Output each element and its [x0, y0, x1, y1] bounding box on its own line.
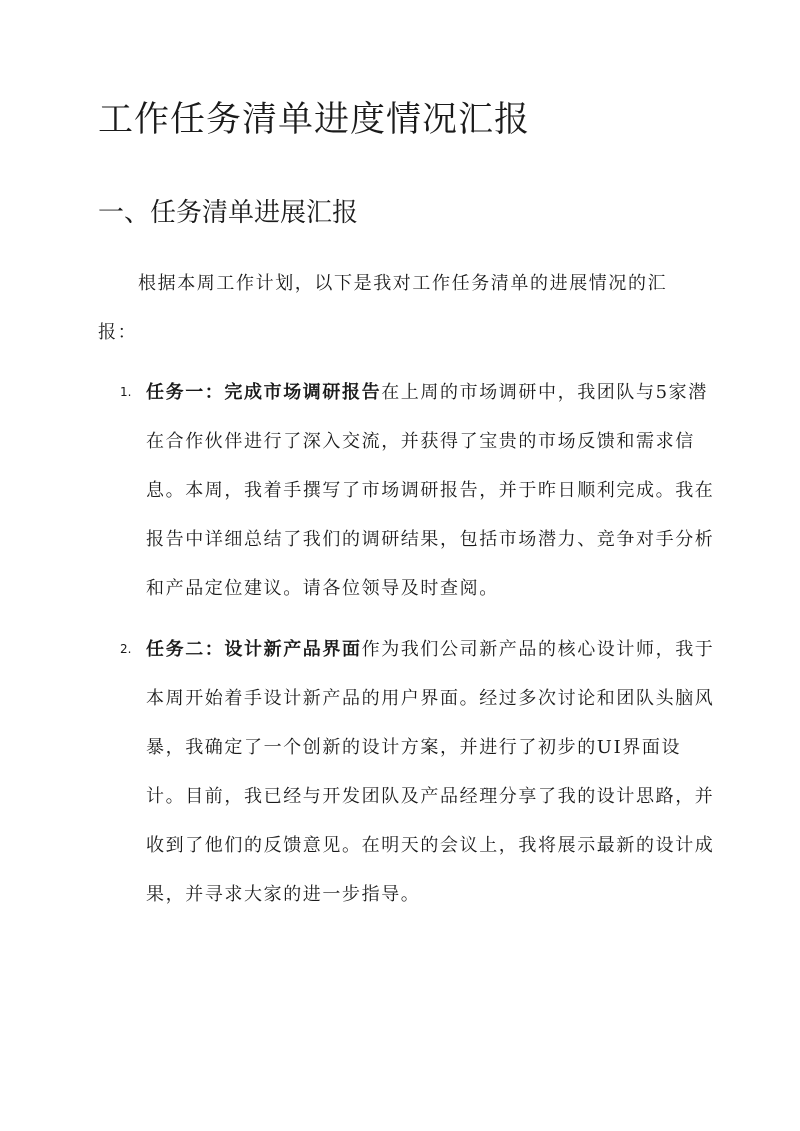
intro-paragraph: 根据本周工作计划，以下是我对工作任务清单的进展情况的汇报：: [98, 273, 668, 343]
task-label: 任务二：设计新产品界面: [146, 639, 362, 660]
task-body: 作为我们公司新产品的核心设计师，我于本周开始着手设计新产品的用户界面。经过多次讨论和团队头脑风暴，我确定了一个创新的设计方案，并进行了初步的UI界面设计。目前，我已经与开发团队及产品经理分享了我的设计思路，并收到了他们的反馈意见。在明天的会议上，我将展示最新的设计成果，并寻求大家的进一步指导。: [146, 639, 715, 905]
task-list: [98, 368, 718, 931]
task-item-1: [98, 368, 718, 613]
section-heading: 一、任务清单进展汇报: [98, 198, 359, 228]
task-label: 任务一：完成市场调研报告: [146, 382, 382, 403]
document-title: 工作任务清单进度情况汇报: [98, 100, 531, 140]
task-number: 1.: [120, 385, 132, 399]
task-body: 在上周的市场调研中，我团队与5家潜在合作伙伴进行了深入交流，并获得了宝贵的市场反馈和需求信息。本周，我着手撰写了市场调研报告，并于昨日顺利完成。我在报告中详细总结了我们的调研结果，包括市场潜力、竞争对手分析和产品定位建议。请各位领导及时查阅。: [146, 382, 715, 599]
task-item-2: [98, 625, 718, 919]
task-number: 2.: [120, 642, 132, 656]
